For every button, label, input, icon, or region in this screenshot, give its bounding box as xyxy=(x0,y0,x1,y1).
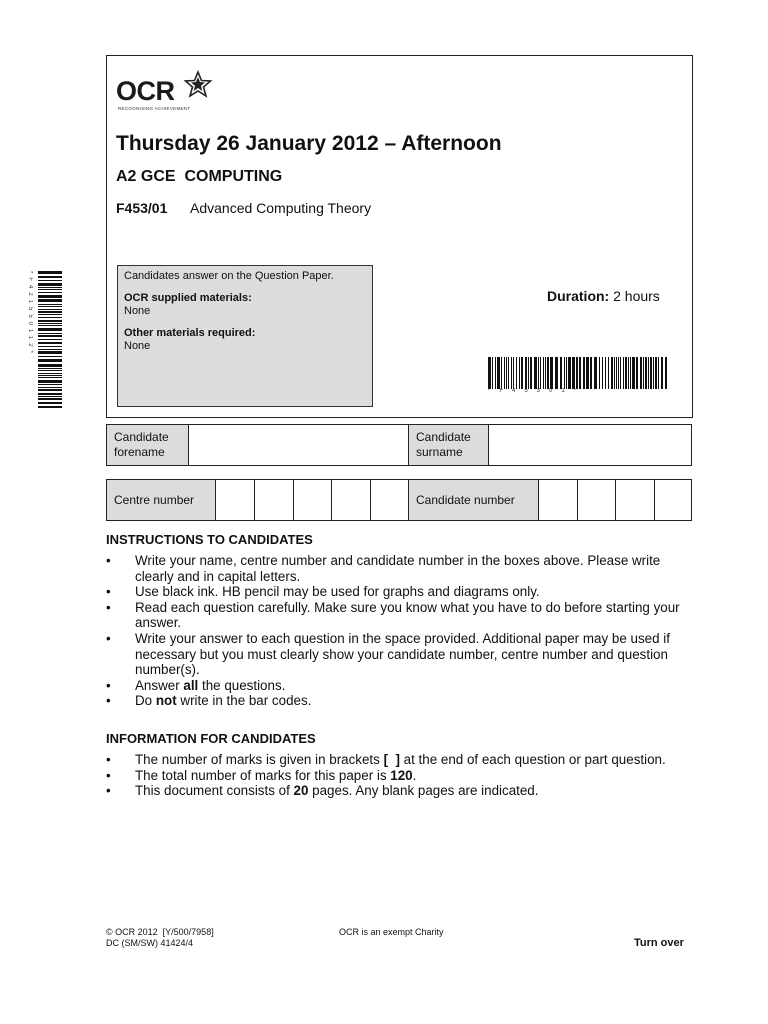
instructions-heading: INSTRUCTIONS TO CANDIDATES xyxy=(106,532,313,547)
barcode-bar xyxy=(576,357,578,389)
information-list xyxy=(106,752,696,799)
barcode-bar xyxy=(501,357,502,389)
barcode-bar xyxy=(653,357,654,389)
list-item: • Answer all the questions. xyxy=(106,677,286,693)
barcode-vertical-digits: *F421550112* xyxy=(27,271,33,357)
barcode-bar xyxy=(504,357,505,389)
supplied-materials-label: OCR supplied materials: xyxy=(124,292,252,304)
centre-number-box[interactable] xyxy=(371,480,409,520)
barcode-bar xyxy=(547,357,549,389)
candidate-number-row xyxy=(106,479,692,521)
barcode-bar xyxy=(564,357,565,389)
barcode-bar xyxy=(38,289,62,290)
logo-tagline: RECOGNISING ACHIEVEMENT xyxy=(118,106,191,111)
barcode-bar xyxy=(497,357,500,389)
barcode-bar xyxy=(611,357,613,389)
list-item: • Do not write in the bar codes. xyxy=(106,693,312,709)
barcode-bar xyxy=(540,357,541,389)
barcode-bar xyxy=(38,356,62,357)
star-icon xyxy=(183,70,213,98)
barcode-bar xyxy=(636,357,638,389)
barcode-bar xyxy=(648,357,649,389)
barcode-bar xyxy=(38,292,62,293)
turn-over: Turn over xyxy=(634,937,684,949)
centre-number-label: Centre number xyxy=(107,480,216,520)
barcode-bar xyxy=(38,402,62,404)
barcode-bar xyxy=(38,387,62,388)
candidate-number-box[interactable] xyxy=(539,480,578,520)
barcode-bar xyxy=(560,357,562,389)
candidate-number-box[interactable] xyxy=(655,480,691,520)
barcode-bar xyxy=(38,309,62,310)
barcode-bar xyxy=(630,357,631,389)
barcode-bar xyxy=(38,380,62,383)
barcode-bar xyxy=(511,357,512,389)
barcode-bar xyxy=(516,357,517,389)
supplied-materials-value: None xyxy=(124,305,151,317)
barcode-bar xyxy=(513,357,514,389)
barcode-bar xyxy=(38,333,62,334)
charity-note: OCR is an exempt Charity xyxy=(339,927,444,937)
barcode-bar xyxy=(599,357,600,389)
barcode-bar xyxy=(38,287,62,288)
barcode-bar xyxy=(38,311,62,313)
barcode-bar xyxy=(38,359,62,362)
instructions-list xyxy=(106,553,696,709)
barcode-bar xyxy=(528,357,529,389)
barcode-bar xyxy=(590,357,592,389)
duration-value: 2 hours xyxy=(613,288,660,304)
barcode-bar xyxy=(602,357,603,389)
list-item: • The total number of marks for this paper is 120. xyxy=(106,767,417,783)
barcode-bar xyxy=(38,346,62,347)
barcode-bar xyxy=(645,357,647,389)
barcode-bar xyxy=(616,357,617,389)
barcode-bar xyxy=(640,357,642,389)
forename-input[interactable] xyxy=(189,425,409,465)
candidate-number-box[interactable] xyxy=(578,480,616,520)
list-item: • Use black ink. HB pencil may be used for graphs and diagrams only. xyxy=(106,584,540,600)
candidate-name-row xyxy=(106,424,692,466)
barcode-bar xyxy=(620,357,621,389)
duration xyxy=(547,288,660,304)
list-item: • Write your answer to each question in the space provided. Additional paper may be used if necessary but you must clearly show your candidate number, centre number and question number(s). xyxy=(106,630,670,678)
barcode-bar xyxy=(521,357,523,389)
centre-number-box[interactable] xyxy=(332,480,371,520)
barcode-bar xyxy=(38,393,62,395)
barcode-bar xyxy=(658,357,659,389)
barcode-bar xyxy=(38,271,62,274)
duration-label: Duration: xyxy=(547,288,610,304)
candidate-number-label: Candidate number xyxy=(409,480,539,520)
barcode-bar xyxy=(38,335,62,337)
exam-level: A2 GCE COMPUTING xyxy=(116,168,283,185)
barcode-bar xyxy=(543,357,544,389)
barcode-bar xyxy=(643,357,644,389)
exam-date: Thursday 26 January 2012 – Afternoon xyxy=(116,132,502,155)
barcode-bar xyxy=(538,357,539,389)
barcode-bar xyxy=(38,406,62,408)
barcode-bar xyxy=(38,304,62,305)
barcode-bar xyxy=(625,357,627,389)
barcode-bar xyxy=(38,299,62,302)
barcode-bar xyxy=(605,357,606,389)
barcode-bar xyxy=(506,357,507,389)
other-materials-value: None xyxy=(124,340,151,352)
barcode-bar xyxy=(550,357,553,389)
barcode-bar xyxy=(38,396,62,397)
barcode-bar xyxy=(488,357,491,389)
list-item: • Write your name, centre number and candidate number in the boxes above. Please write clearly and in capital letters. xyxy=(106,553,661,584)
barcode-bar xyxy=(38,398,62,400)
barcode-bar xyxy=(534,357,537,389)
barcode-bar xyxy=(38,384,62,385)
paper-code: F453/01 xyxy=(116,200,168,216)
barcode-bar xyxy=(38,389,62,391)
barcode-bar xyxy=(38,339,62,340)
barcode-bar xyxy=(38,276,62,278)
centre-number-box[interactable] xyxy=(216,480,255,520)
barcode-bar xyxy=(650,357,652,389)
barcode-bar xyxy=(623,357,624,389)
barcode-bar xyxy=(530,357,532,389)
centre-number-box[interactable] xyxy=(255,480,294,520)
barcode-bar xyxy=(628,357,629,389)
list-item: • This document consists of 20 pages. Any blank pages are indicated. xyxy=(106,783,539,799)
other-materials-label: Other materials required: xyxy=(124,327,256,339)
logo-text: OCR xyxy=(116,76,175,106)
barcode-bar xyxy=(665,357,667,389)
barcode-bar xyxy=(38,364,62,367)
barcode-bar xyxy=(566,357,567,389)
barcode-bar xyxy=(661,357,663,389)
barcode-bar xyxy=(555,357,558,389)
barcode-bar xyxy=(38,323,62,324)
barcode-bar xyxy=(519,357,520,389)
surname-input[interactable] xyxy=(489,425,691,465)
list-item: • The number of marks is given in brackets [ ] at the end of each question or part question. xyxy=(106,752,666,767)
barcode-bar xyxy=(38,373,62,374)
ocr-logo xyxy=(116,70,226,120)
barcode-vertical xyxy=(38,271,62,409)
materials-box xyxy=(117,265,373,407)
barcode-bar xyxy=(572,357,575,389)
answer-note: Candidates answer on the Question Paper. xyxy=(124,270,334,282)
information-heading: INFORMATION FOR CANDIDATES xyxy=(106,731,316,746)
barcode-bar xyxy=(38,306,62,307)
barcode-horizontal xyxy=(488,357,669,389)
barcode-bar xyxy=(38,375,62,376)
barcode-bar xyxy=(583,357,585,389)
barcode-bar xyxy=(579,357,581,389)
barcode-bar xyxy=(495,357,496,389)
barcode-bar xyxy=(545,357,546,389)
barcode-bar xyxy=(594,357,597,389)
barcode-bar xyxy=(38,280,62,281)
barcode-bar xyxy=(38,328,62,331)
barcode-bar xyxy=(492,357,493,389)
barcode-bar xyxy=(632,357,635,389)
barcode-bar xyxy=(525,357,527,389)
barcode-bar xyxy=(608,357,609,389)
forename-label: Candidate forename xyxy=(107,425,189,465)
barcode-bar xyxy=(614,357,615,389)
barcode-bar xyxy=(38,317,62,318)
barcode-bar xyxy=(568,357,571,389)
barcode-bar xyxy=(38,295,62,298)
barcode-bar xyxy=(38,342,62,344)
barcode-bar xyxy=(38,349,62,350)
barcode-bar xyxy=(618,357,619,389)
barcode-bar xyxy=(38,325,62,326)
barcode-bar xyxy=(38,314,62,315)
barcode-bar xyxy=(38,320,62,322)
barcode-bar xyxy=(508,357,509,389)
barcode-bar xyxy=(38,351,62,354)
barcode-bar xyxy=(586,357,589,389)
surname-label: Candidate surname xyxy=(409,425,489,465)
barcode-bar xyxy=(38,377,62,378)
list-item: • Read each question carefully. Make sure you know what you have to do before starting your answer. xyxy=(106,599,680,631)
barcode-bar xyxy=(38,370,62,371)
paper-title: Advanced Computing Theory xyxy=(190,200,372,216)
barcode-bar xyxy=(38,368,62,369)
centre-number-box[interactable] xyxy=(294,480,332,520)
barcode-horizontal-digits: *F45301* xyxy=(488,388,586,394)
copyright: © OCR 2012 [Y/500/7958] DC (SM/SW) 41424/4 xyxy=(106,927,214,948)
barcode-bar xyxy=(38,283,62,286)
candidate-number-box[interactable] xyxy=(616,480,655,520)
barcode-bar xyxy=(655,357,657,389)
